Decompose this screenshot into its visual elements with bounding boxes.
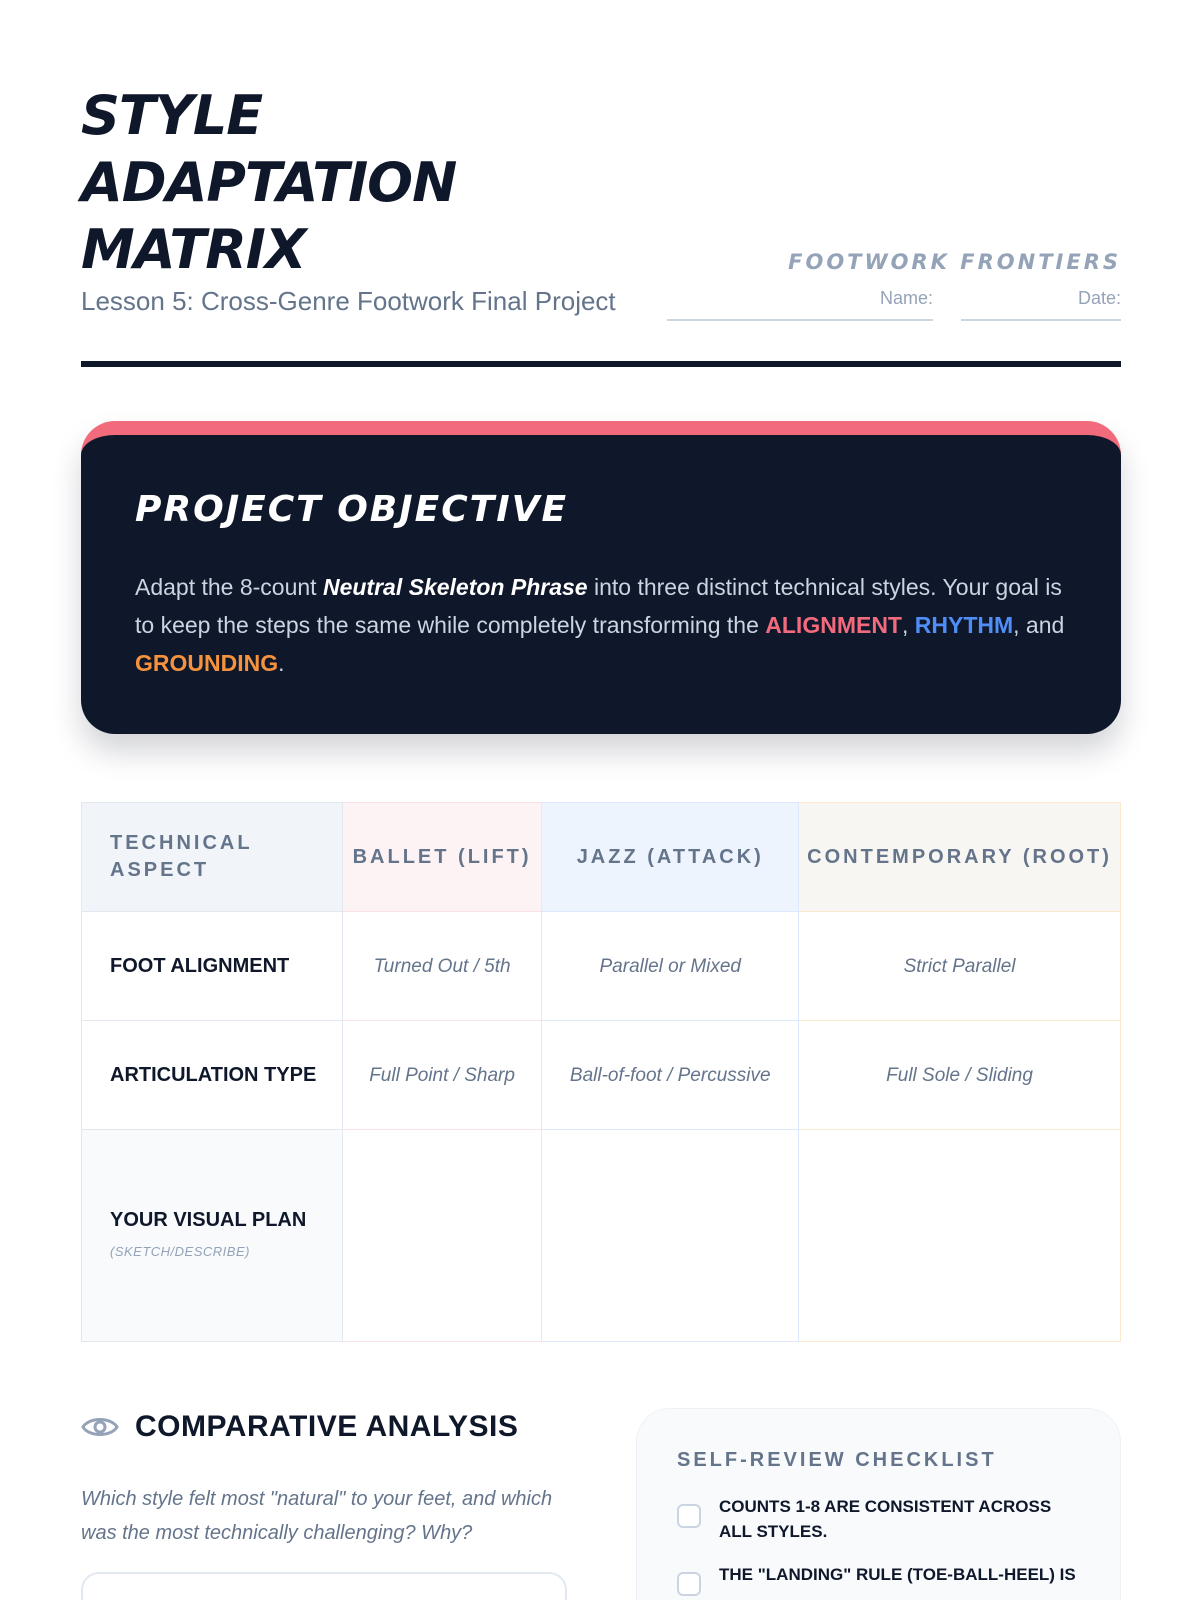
worksheet-page <box>81 0 1121 1600</box>
cell-jazz: Parallel or Mixed <box>542 912 799 1021</box>
plan-cell-ballet[interactable] <box>342 1130 542 1342</box>
keyword-alignment: ALIGNMENT <box>765 612 902 638</box>
table-row <box>82 1021 1121 1130</box>
brand-name: FOOTWORK FRONTIERS <box>788 250 1121 274</box>
style-adaptation-table <box>81 802 1121 1342</box>
keyword-rhythm: RHYTHM <box>914 612 1014 638</box>
page-title <box>81 82 601 283</box>
objective-separator: , <box>901 612 915 638</box>
checklist-item[interactable] <box>677 1494 1080 1544</box>
checklist-heading: SELF-REVIEW CHECKLIST <box>677 1449 997 1471</box>
comparative-analysis-header <box>81 1410 518 1444</box>
objective-end: . <box>278 650 285 676</box>
eye-icon <box>81 1414 119 1440</box>
project-objective-panel <box>81 421 1121 734</box>
checkbox[interactable] <box>677 1572 701 1596</box>
table-header-row <box>82 803 1121 912</box>
date-field[interactable] <box>961 288 1121 321</box>
plan-cell-contemporary[interactable] <box>799 1130 1121 1342</box>
row-label-foot-alignment: FOOT ALIGNMENT <box>82 912 343 1021</box>
comparative-question: Which style felt most "natural" to your feet, and which was the most technically challenging? Why? <box>81 1488 553 1544</box>
name-field[interactable] <box>667 288 933 321</box>
cell-ballet: Turned Out / 5th <box>342 912 542 1021</box>
objective-text-part: Adapt the 8-count <box>135 574 323 600</box>
header-ballet: BALLET (LIFT) <box>342 803 542 912</box>
objective-text <box>135 568 1067 682</box>
checkbox[interactable] <box>677 1504 701 1528</box>
comparative-heading: COMPARATIVE ANALYSIS <box>135 1410 519 1443</box>
self-review-checklist <box>636 1408 1121 1600</box>
phrase-emphasis: Neutral Skeleton Phrase <box>322 574 588 600</box>
header-technical-aspect: TECHNICAL ASPECT <box>82 803 343 912</box>
date-label: Date: <box>1077 288 1121 308</box>
objective-separator: , and <box>1013 612 1065 638</box>
row-label-articulation-type: ARTICULATION TYPE <box>82 1021 343 1130</box>
header-jazz: JAZZ (ATTACK) <box>542 803 799 912</box>
visual-plan-hint: (SKETCH/DESCRIBE) <box>110 1243 250 1259</box>
cell-ballet: Full Point / Sharp <box>342 1021 542 1130</box>
title-line-2: ADAPTATION <box>81 151 457 214</box>
plan-cell-jazz[interactable] <box>542 1130 799 1342</box>
cell-contemporary: Strict Parallel <box>799 912 1121 1021</box>
name-label: Name: <box>879 288 933 308</box>
table-row <box>82 912 1121 1021</box>
table-row-visual-plan <box>82 1130 1121 1342</box>
objective-text-part: into three distinct technical styles. Your goal is to keep the steps the same while completely transforming the <box>135 574 1062 638</box>
header-divider <box>81 361 1121 367</box>
row-label-visual-plan <box>82 1130 343 1342</box>
cell-contemporary: Full Sole / Sliding <box>799 1021 1121 1130</box>
lesson-subtitle: Lesson 5: Cross-Genre Footwork Final Project <box>81 286 616 316</box>
visual-plan-label: YOUR VISUAL PLAN <box>110 1208 307 1231</box>
checklist-item-text: THE "LANDING" RULE (TOE-BALL-HEEL) IS <box>719 1565 1076 1584</box>
title-line-3: MATRIX <box>81 218 306 281</box>
checklist-item[interactable] <box>677 1562 1080 1596</box>
checklist-item-text: COUNTS 1-8 ARE CONSISTENT ACROSS ALL STYLES. <box>719 1497 1052 1541</box>
objective-heading: PROJECT OBJECTIVE <box>135 489 569 530</box>
title-line-1: STYLE <box>81 84 263 147</box>
keyword-grounding: GROUNDING <box>135 650 279 676</box>
comparative-answer-box[interactable] <box>81 1572 567 1600</box>
header-contemporary: CONTEMPORARY (ROOT) <box>799 803 1121 912</box>
cell-jazz: Ball-of-foot / Percussive <box>542 1021 799 1130</box>
